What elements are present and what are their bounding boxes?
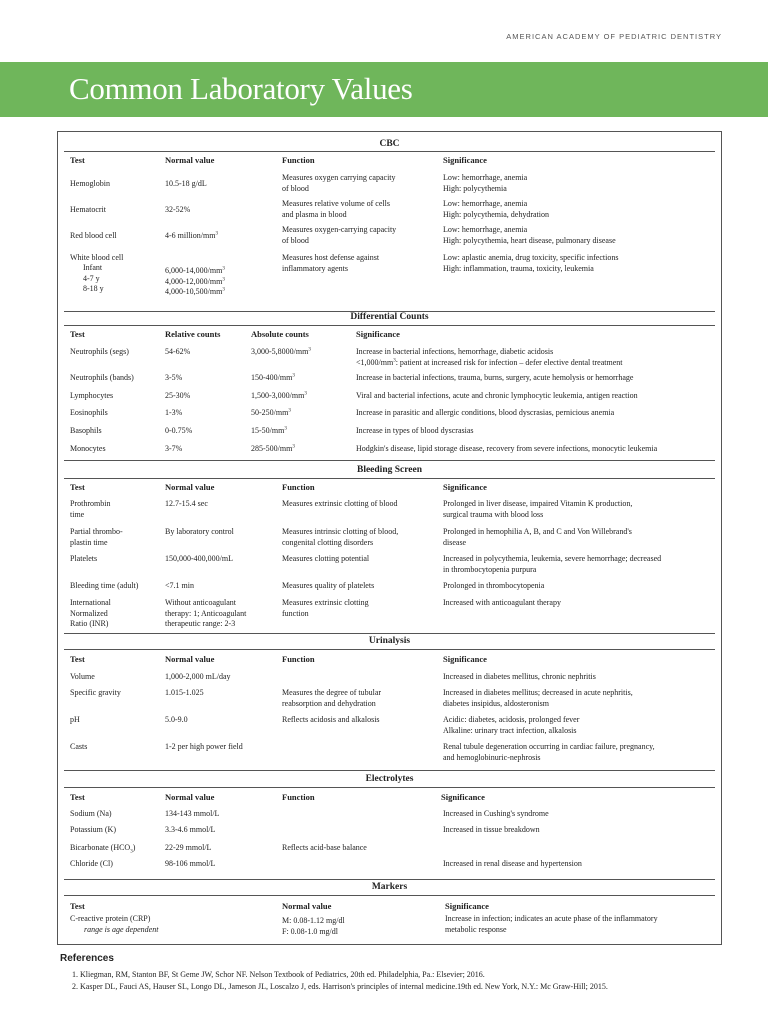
cell-test: Hemoglobin [70, 179, 110, 188]
cell-value: 1.015-1.025 [165, 688, 204, 697]
cell-significance: Hodgkin's disease, lipid storage disease, recovery from severe infections, monocytic leukemia [356, 444, 658, 453]
cell-value: 22-29 mmol/L [165, 843, 212, 852]
header-function: Function [282, 792, 315, 802]
cell-test: Partial thrombo- plastin time [70, 527, 123, 547]
section-title-markers: Markers [371, 882, 408, 892]
cell-test: International Normalized Ratio (INR) [70, 598, 111, 628]
cell-value: Without anticoagulant therapy: 1; Anticoagulant therapeutic range: 2-3 [165, 598, 247, 628]
title-banner [0, 62, 768, 117]
cell-test: Hematocrit [70, 205, 106, 214]
divider [64, 151, 715, 152]
references-title: References [60, 953, 114, 964]
cell-value: 134-143 mmol/L [165, 809, 220, 818]
lab-values-table [57, 131, 722, 945]
divider [64, 325, 715, 326]
cell-test: Casts [70, 742, 88, 751]
header-significance: Significance [356, 329, 400, 339]
header-absolute-counts: Absolute counts [251, 329, 309, 339]
header-test: Test [70, 901, 85, 911]
cell-function: Measures intrinsic clotting of blood, congenital clotting disorders [282, 527, 399, 547]
cell-significance: Increased in polycythemia, leukemia, severe hemorrhage; decreased in thrombocytopenia purpura [443, 554, 662, 574]
cell-significance: Prolonged in thrombocytopenia [443, 581, 545, 590]
cell-value: 4-6 million/$mm^3$ [165, 231, 218, 240]
cell-function: Measures extrinsic clotting function [282, 598, 369, 618]
cell-relative: 1-3% [165, 408, 183, 417]
cell-relative: 3-7% [165, 444, 183, 453]
section-title-urinalysis: Urinalysis [368, 636, 411, 646]
cell-significance: Increase in parasitic and allergic conditions, blood dyscrasias, pernicious anemia [356, 408, 615, 417]
cell-significance: Increased in tissue breakdown [443, 825, 540, 834]
cell-significance: Increased with anticoagulant therapy [443, 598, 561, 607]
header-significance: Significance [445, 901, 489, 911]
divider [64, 895, 715, 896]
section-title-differential: Differential Counts [350, 312, 429, 322]
cell-significance: Low: hemorrhage, anemia High: polycythemia, dehydration [443, 199, 549, 219]
cell-value: By laboratory control [165, 527, 234, 536]
references [60, 953, 740, 993]
cell-significance: Increase in infection; indicates an acute phase of the inflammatory metabolic response [445, 914, 658, 934]
cell-value: 1-2 per high power field [165, 742, 243, 751]
cell-value: 5.0-9.0 [165, 715, 188, 724]
cell-test: White blood cell [70, 253, 124, 262]
header-function: Function [282, 155, 315, 165]
cell-relative: 0-0.75% [165, 426, 193, 435]
cell-value: 32-52% [165, 205, 191, 214]
divider [64, 770, 715, 771]
divider [64, 787, 715, 788]
cell-test: Sodium (Na) [70, 809, 112, 818]
cell-absolute: $150-400/mm^3$ [251, 373, 295, 382]
cell-absolute: $50-250/mm^3$ [251, 408, 291, 417]
cell-significance: Prolonged in liver disease, impaired Vitamin K production, surgical trauma with blood loss [443, 499, 633, 519]
cell-significance: Increase in types of blood dyscrasias [356, 426, 474, 435]
cell-function: Measures extrinsic clotting of blood [282, 499, 398, 508]
header-normal-value: Normal value [165, 792, 215, 802]
header-test: Test [70, 482, 85, 492]
cell-function: Measures oxygen carrying capacity of blood [282, 173, 396, 193]
cell-test: Platelets [70, 554, 98, 563]
cell-test: Specific gravity [70, 688, 121, 697]
cell-test: C-reactive protein (CRP) range is age dependent [70, 914, 159, 934]
header-test: Test [70, 329, 85, 339]
header-normal-value: Normal value [165, 482, 215, 492]
cell-significance: Prolonged in hemophilia A, B, and C and Von Willebrand's disease [443, 527, 632, 547]
cell-significance: Low: hemorrhage, anemia High: polycythemia, heart disease, pulmonary disease [443, 225, 616, 245]
cell-significance: Viral and bacterial infections, acute and chronic lymphocytic leukemia, antigen reaction [356, 391, 638, 400]
cell-value: 10.5-18 g/dL [165, 179, 207, 188]
cell-test: Prothrombin time [70, 499, 111, 519]
header-test: Test [70, 654, 85, 664]
cell-value: $6,000-14,000/mm^3$ $4,000-12,000/mm^3$ $4,000-10,500/mm^3$ [165, 266, 225, 296]
section-title-electrolytes: Electrolytes [365, 774, 414, 784]
reference-item: 2. Kasper DL, Fauci AS, Hauser SL, Longo DL, Jameson JL, Loscalzo J, eds. Harrison's principles of internal medicine.19th ed. New York, N.Y.: Mc Graw-Hill; 2015. [80, 981, 740, 993]
cell-value: <7.1 min [165, 581, 194, 590]
reference-item: 1. Kliegman, RM, Stanton BF, St Geme JW, Schor NF. Nelson Textbook of Pediatrics, 20th ed. Philadelphia, Pa.: Elsevier; 2016. [80, 969, 740, 981]
cell-function: Reflects acid-base balance [282, 843, 367, 852]
cell-absolute: $3,000-5,8000/mm^3$ [251, 347, 311, 356]
cell-value: 12.7-15.4 sec [165, 499, 208, 508]
header-normal-value: Normal value [282, 901, 332, 911]
cell-test: Bleeding time (adult) [70, 581, 139, 590]
cell-significance: Renal tubule degeneration occurring in cardiac failure, pregnancy, and hemoglobinuric-nephrosis [443, 742, 655, 762]
divider [64, 879, 715, 880]
cell-relative: 3-5% [165, 373, 183, 382]
cell-test: Basophils [70, 426, 102, 435]
header-normal-value: Normal value [165, 155, 215, 165]
page-title: Common Laboratory Values [69, 71, 413, 106]
divider [64, 478, 715, 479]
cell-test: pH [70, 715, 80, 724]
cell-test: Neutrophils (bands) [70, 373, 134, 382]
section-title-bleeding: Bleeding Screen [356, 465, 422, 475]
cell-significance: Increased in diabetes mellitus, chronic nephritis [443, 672, 596, 681]
header-significance: Significance [443, 654, 487, 664]
cell-test: Lymphocytes [70, 391, 114, 400]
header-test: Test [70, 792, 85, 802]
header-function: Function [282, 654, 315, 664]
header-function: Function [282, 482, 315, 492]
header-normal-value: Normal value [165, 654, 215, 664]
cell-test: Neutrophils (segs) [70, 347, 129, 356]
cell-significance: Increase in bacterial infections, hemorrhage, diabetic acidosis $<1,000/mm^3$: patient at increased risk for infection – defer elective dental treatment [356, 347, 623, 367]
cell-function: Measures the degree of tubular reabsorption and dehydration [282, 688, 382, 708]
cell-function: Measures host defense against inflammatory agents [282, 253, 380, 273]
cell-test: Monocytes [70, 444, 106, 453]
header-test: Test [70, 155, 85, 165]
section-title-cbc: CBC [379, 139, 400, 149]
divider [64, 633, 715, 634]
header-significance: Significance [443, 155, 487, 165]
cell-relative: 25-30% [165, 391, 191, 400]
cell-test: Potassium (K) [70, 825, 116, 834]
cell-function: Measures clotting potential [282, 554, 370, 563]
cell-note: range is age dependent [84, 924, 159, 934]
cell-value: M: 0.08-1.12 mg/dl F: 0.08-1.0 mg/dl [282, 916, 345, 936]
cell-significance: Increased in Cushing's syndrome [443, 809, 549, 818]
cell-function: Measures oxygen-carrying capacity of blood [282, 225, 397, 245]
header-significance: Significance [443, 482, 487, 492]
cell-value: 98-106 mmol/L [165, 859, 216, 868]
cell-test: Volume [70, 672, 95, 681]
cell-significance: Increased in diabetes mellitus; decreased in acute nephritis, diabetes insipidus, aldosteronism [443, 688, 633, 708]
cell-significance: Increased in renal disease and hypertension [443, 859, 582, 868]
cell-test: Chloride (Cl) [70, 859, 113, 868]
divider [64, 460, 715, 461]
organization-name: AMERICAN ACADEMY OF PEDIATRIC DENTISTRY [506, 32, 722, 41]
cell-significance: Increase in bacterial infections, trauma, burns, surgery, acute hemolysis or hemorrhage [356, 373, 634, 382]
cell-subgroup: Infant 4-7 y 8-18 y [83, 263, 104, 293]
cell-function: Reflects acidosis and alkalosis [282, 715, 380, 724]
cell-test: Eosinophils [70, 408, 108, 417]
cell-test: Bicarbonate $(HCO_3)$ [70, 843, 136, 855]
cell-significance: Low: aplastic anemia, drug toxicity, specific infections High: inflammation, trauma, toxicity, leukemia [443, 253, 619, 273]
cell-value: 1,000-2,000 mL/day [165, 672, 231, 681]
cell-absolute: $285-500/mm^3$ [251, 444, 295, 453]
divider [64, 649, 715, 650]
cell-absolute: $1,500-3,000/mm^3$ [251, 391, 307, 400]
cell-function: Measures relative volume of cells and plasma in blood [282, 199, 390, 219]
cell-absolute: $15-50/mm^3$ [251, 426, 287, 435]
cell-significance: Low: hemorrhage, anemia High: polycythemia [443, 173, 528, 193]
cell-value: 3.3-4.6 mmol/L [165, 825, 216, 834]
header-significance: Significance [441, 792, 485, 802]
references-list [60, 969, 740, 993]
cell-value: 150,000-400,000/mL [165, 554, 233, 563]
header-relative-counts: Relative counts [165, 329, 221, 339]
cell-relative: 54-62% [165, 347, 191, 356]
cell-function: Measures quality of platelets [282, 581, 375, 590]
cell-significance: Acidic: diabetes, acidosis, prolonged fever Alkaline: urinary tract infection, alkalosis [443, 715, 580, 735]
cell-test: Red blood cell [70, 231, 117, 240]
